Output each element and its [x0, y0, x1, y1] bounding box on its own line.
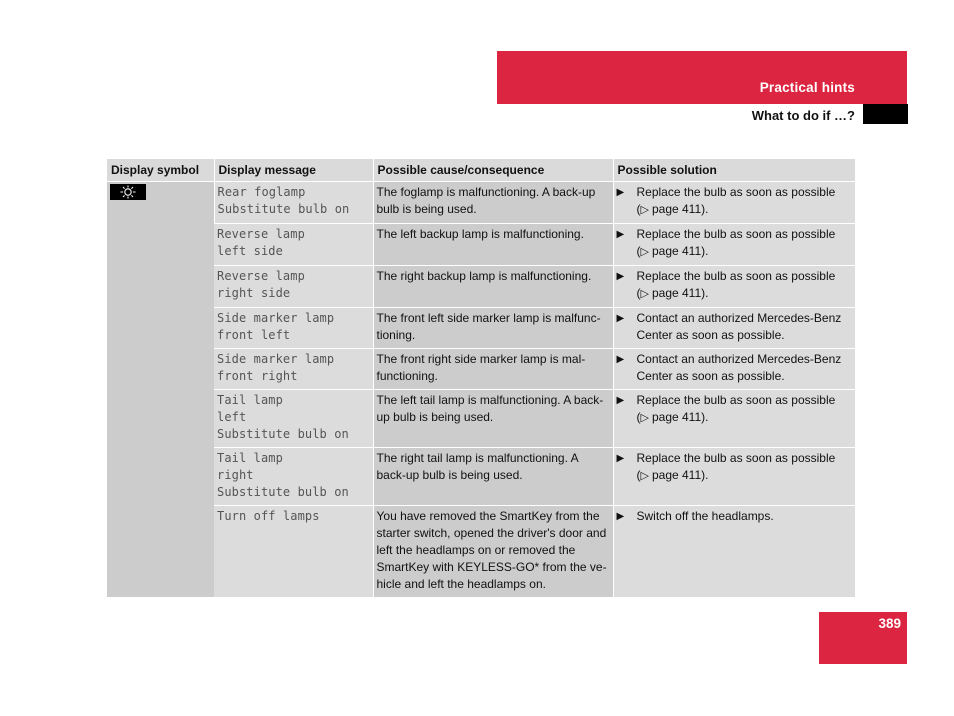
solution-text: Switch off the headlamps.: [636, 508, 774, 523]
solution-cell: ▶ Replace the bulb as soon as possible (▷ page 411).: [613, 223, 855, 265]
table-row: [107, 307, 855, 348]
page-reference-link[interactable]: page 411).: [651, 409, 709, 424]
display-message-line: Substitute bulb on: [217, 426, 349, 441]
display-message-cell: [214, 447, 373, 505]
display-message-line: left: [217, 409, 247, 424]
display-message-cell: [214, 505, 373, 597]
symbol-cell: [107, 181, 214, 597]
col-header-solution: Possible solution: [613, 159, 855, 181]
display-message-cell: [214, 265, 373, 307]
cause-cell: The left backup lamp is malfunctioning.: [373, 223, 613, 265]
page-reference-link[interactable]: page 411).: [651, 243, 709, 258]
cause-cell: The foglamp is malfunctioning. A back-up bulb is being used.: [373, 181, 613, 223]
table-row: [107, 348, 855, 389]
table-row: [107, 223, 855, 265]
display-message-line: right side: [217, 285, 291, 300]
cause-cell: The front left side marker lamp is malfunc-tioning.: [373, 307, 613, 348]
header-band: [497, 51, 907, 104]
page-reference-link[interactable]: page 411).: [651, 285, 709, 300]
bullet-arrow-icon: ▶: [616, 353, 625, 365]
solution-cell: ▶ Replace the bulb as soon as possible (▷ page 411).: [613, 389, 855, 447]
display-message-line: Side marker lamp: [217, 351, 335, 366]
page-reference-icon: ▷: [640, 287, 649, 300]
cause-cell: The right backup lamp is malfunctioning.: [373, 265, 613, 307]
display-message-line: Tail lamp: [217, 450, 283, 465]
col-header-cause: Possible cause/consequence: [373, 159, 613, 181]
display-message-line: Rear foglamp: [217, 184, 306, 199]
solution-text: Contact an authorized Mercedes-Benz Center as soon as possible.: [636, 310, 842, 342]
display-message-line: Substitute bulb on: [217, 484, 349, 499]
solution-text: Contact an authorized Mercedes-Benz Center as soon as possible.: [636, 351, 842, 383]
display-message-line: left side: [217, 243, 283, 258]
bullet-arrow-icon: ▶: [616, 452, 625, 464]
page-reference-icon: ▷: [640, 411, 649, 424]
solution-cell: ▶ Replace the bulb as soon as possible (▷ page 411).: [613, 181, 855, 223]
display-message-line: Substitute bulb on: [217, 201, 350, 216]
cause-cell: The front right side marker lamp is mal-functioning.: [373, 348, 613, 389]
page-reference-link[interactable]: page 411).: [651, 201, 709, 216]
display-message-cell: [214, 307, 373, 348]
table-row: [107, 505, 855, 597]
display-message-line: Side marker lamp: [217, 310, 335, 325]
bullet-arrow-icon: ▶: [616, 394, 625, 406]
display-message-line: right: [217, 467, 254, 482]
solution-cell: [613, 348, 855, 389]
cause-cell: The right tail lamp is malfunctioning. A back-up bulb is being used.: [373, 447, 613, 505]
section-title: Practical hints: [759, 80, 855, 95]
table-header-row: [107, 159, 855, 181]
page-reference-icon: ▷: [640, 245, 649, 258]
display-message-cell: [214, 389, 373, 447]
page-reference-link[interactable]: page 411).: [651, 467, 709, 482]
bullet-arrow-icon: ▶: [616, 510, 625, 522]
subsection-title: What to do if …?: [751, 108, 855, 123]
table-row: [107, 389, 855, 447]
display-message-cell: [214, 181, 373, 223]
col-header-message: Display message: [214, 159, 373, 181]
solution-cell: ▶ Replace the bulb as soon as possible (▷ page 411).: [613, 265, 855, 307]
bullet-arrow-icon: ▶: [616, 312, 625, 324]
solution-text: Replace the bulb as soon as possible: [636, 226, 836, 241]
solution-text: Replace the bulb as soon as possible: [636, 392, 836, 407]
solution-cell: [613, 307, 855, 348]
display-message-line: Tail lamp: [217, 392, 283, 407]
solution-cell: [613, 505, 855, 597]
page-reference-icon: ▷: [640, 203, 649, 216]
table-row: [107, 181, 855, 223]
display-message-line: Reverse lamp: [217, 226, 305, 241]
exterior-lamp-icon: [110, 184, 146, 200]
section-tab-marker: [863, 104, 908, 124]
solution-cell: ▶ Replace the bulb as soon as possible (▷ page 411).: [613, 447, 855, 505]
solution-text: Replace the bulb as soon as possible: [636, 450, 836, 465]
display-message-line: front left: [217, 327, 291, 342]
table-row: [107, 265, 855, 307]
display-message-line: Turn off lamps: [217, 508, 320, 523]
cause-cell: You have removed the SmartKey from the starter switch, opened the driver's door and left the headlamps on or removed the SmartKey with KEYLESS-GO* from the ve-hicle and left the headlamps on.: [373, 505, 613, 597]
solution-text: Replace the bulb as soon as possible: [636, 184, 836, 199]
solution-text: Replace the bulb as soon as possible: [636, 268, 836, 283]
col-header-symbol: Display symbol: [107, 159, 214, 181]
bullet-arrow-icon: ▶: [616, 186, 625, 198]
bullet-arrow-icon: ▶: [616, 228, 625, 240]
page-reference-icon: ▷: [640, 469, 649, 482]
display-message-line: Reverse lamp: [217, 268, 305, 283]
table-row: [107, 447, 855, 505]
bullet-arrow-icon: ▶: [616, 270, 625, 282]
cause-cell: The left tail lamp is malfunctioning. A back-up bulb is being used.: [373, 389, 613, 447]
display-message-line: front right: [217, 368, 298, 383]
display-messages-table: [107, 159, 855, 598]
display-message-cell: [214, 223, 373, 265]
page-number: 389: [878, 616, 901, 631]
display-message-cell: [214, 348, 373, 389]
